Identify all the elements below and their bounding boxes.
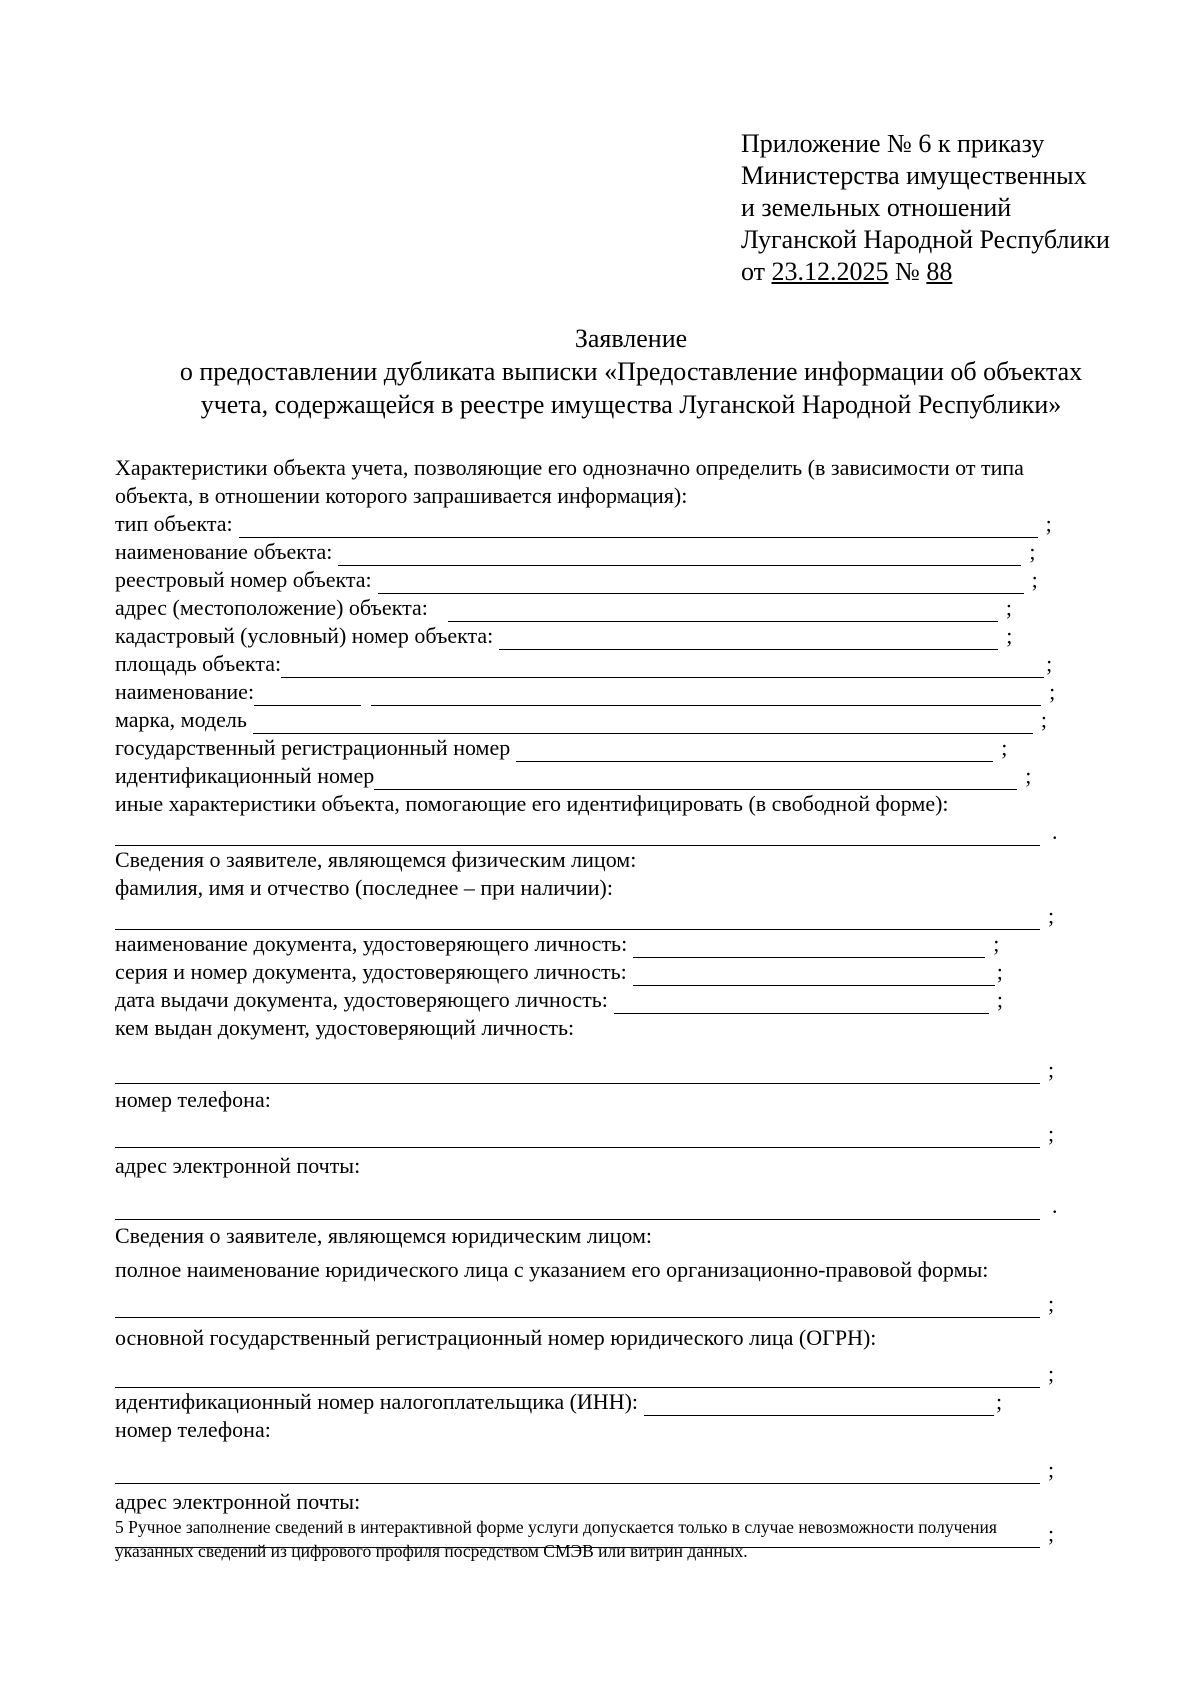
title-line: о предоставлении дубликата выписки «Предоставление информации об объектах: [179, 357, 1083, 386]
object-intro: объекта, в отношении которого запрашивается информация):: [115, 483, 688, 508]
semicolon: ;: [1006, 623, 1013, 648]
fio-blank[interactable]: [115, 908, 1040, 930]
legal-phone-label: номер телефона:: [115, 1417, 271, 1442]
semicolon: ;: [1029, 539, 1036, 564]
header-line: и земельных отношений: [741, 193, 1012, 222]
order-number: 88: [926, 257, 953, 286]
period: .: [1052, 819, 1058, 844]
doc-issuer-blank[interactable]: [115, 1062, 1040, 1084]
header-date-line: [741, 256, 1110, 288]
inn-blank[interactable]: [644, 1394, 994, 1416]
registry-number-blank[interactable]: [378, 572, 1024, 594]
semicolon: ;: [1048, 1121, 1055, 1146]
field-brand-model: [115, 706, 1115, 734]
other-characteristics-label: иные характеристики объекта, помогающие его идентифицировать (в свободной форме):: [115, 791, 949, 816]
legal-phone-blank[interactable]: [115, 1462, 1040, 1484]
footnote: [115, 1515, 1145, 1563]
field-label: марка, модель: [115, 707, 247, 732]
field-area: [115, 650, 1115, 678]
field-address: [115, 594, 1115, 622]
field-legal-phone: [115, 1444, 1115, 1484]
semicolon: ;: [993, 931, 1000, 956]
field-label: наименование документа, удостоверяющего личность:: [115, 931, 628, 956]
field-label: идентификационный номер: [115, 763, 375, 788]
doc-issuer-label: кем выдан документ, удостоверяющий личность:: [115, 1015, 575, 1040]
semicolon: ;: [1025, 763, 1032, 788]
field-doc-name: [115, 930, 1115, 958]
field-label: тип объекта:: [115, 511, 233, 536]
semicolon: ;: [1001, 735, 1008, 760]
field-label: идентификационный номер налогоплательщика (ИНН):: [115, 1389, 639, 1414]
cadastral-number-blank[interactable]: [499, 628, 998, 650]
field-state-reg-number: [115, 734, 1115, 762]
field-object-type: [115, 510, 1115, 538]
semicolon: ;: [1048, 1361, 1055, 1386]
doc-series-blank[interactable]: [633, 964, 995, 986]
document-title: [0, 322, 1200, 421]
field-label: серия и номер документа, удостоверяющего личность:: [115, 959, 627, 984]
semicolon: ;: [1048, 1521, 1055, 1546]
field-doc-issuer: [115, 1042, 1115, 1084]
semicolon: ;: [1045, 511, 1052, 536]
field-legal-full-name: [115, 1284, 1115, 1318]
field-registry-number: [115, 566, 1115, 594]
field-label: площадь объекта:: [115, 651, 282, 676]
naming-blank-short[interactable]: [254, 684, 361, 706]
doc-name-blank[interactable]: [633, 936, 985, 958]
title-line: Заявление: [574, 324, 688, 353]
field-doc-date: [115, 986, 1115, 1014]
doc-date-blank[interactable]: [614, 992, 989, 1014]
field-label: наименование объекта:: [115, 539, 333, 564]
semicolon: ;: [1048, 903, 1055, 928]
field-doc-series: [115, 958, 1115, 986]
brand-model-blank[interactable]: [253, 712, 1033, 734]
field-individual-phone: [115, 1114, 1115, 1148]
form-body: [115, 454, 1115, 1548]
individual-heading: Сведения о заявителе, являющемся физическим лицом:: [115, 847, 637, 872]
semicolon: ;: [1040, 707, 1048, 732]
field-label: государственный регистрационный номер: [115, 735, 511, 760]
field-individual-email: [115, 1180, 1115, 1220]
title-line: учета, содержащейся в реестре имущества Луганской Народной Республики»: [200, 390, 1062, 419]
object-type-blank[interactable]: [239, 516, 1038, 538]
other-characteristics-blank[interactable]: [115, 824, 1040, 846]
field-ogrn: [115, 1352, 1115, 1388]
field-label: наименование:: [115, 679, 255, 704]
area-blank[interactable]: [281, 656, 1044, 678]
address-blank[interactable]: [448, 600, 998, 622]
field-inn: [115, 1388, 1115, 1416]
order-date: 23.12.2025: [771, 257, 889, 286]
individual-phone-blank[interactable]: [115, 1126, 1040, 1148]
period: .: [1052, 1193, 1058, 1218]
field-fio: [115, 902, 1115, 930]
naming-blank-long[interactable]: [371, 684, 1041, 706]
legal-full-name-blank[interactable]: [115, 1296, 1040, 1318]
state-reg-number-blank[interactable]: [516, 740, 993, 762]
individual-email-label: адрес электронной почты:: [115, 1153, 361, 1178]
object-name-blank[interactable]: [338, 544, 1021, 566]
individual-phone-label: номер телефона:: [115, 1087, 271, 1112]
field-object-name: [115, 538, 1115, 566]
legal-email-label: адрес электронной почты:: [115, 1489, 361, 1514]
legal-heading: Сведения о заявителе, являющемся юридическим лицом:: [115, 1223, 652, 1248]
semicolon: ;: [1048, 1457, 1055, 1482]
header-date-prefix: от: [741, 257, 772, 286]
id-number-blank[interactable]: [374, 768, 1017, 790]
semicolon: ;: [1048, 1291, 1055, 1316]
semicolon: ;: [996, 1389, 1003, 1414]
field-label: адрес (местоположение) объекта:: [115, 595, 428, 620]
field-label: дата выдачи документа, удостоверяющего личность:: [115, 987, 608, 1012]
individual-email-blank[interactable]: [115, 1198, 1040, 1220]
semicolon: ;: [996, 987, 1003, 1012]
ogrn-blank[interactable]: [115, 1366, 1040, 1388]
field-label: реестровый номер объекта:: [115, 567, 372, 592]
field-other-characteristics: [115, 818, 1115, 846]
semicolon: ;: [1049, 679, 1056, 704]
field-label: кадастровый (условный) номер объекта:: [115, 623, 494, 648]
order-number-label: №: [888, 257, 927, 286]
header-line: Приложение № 6 к приказу: [741, 129, 1045, 158]
legal-full-name-label: полное наименование юридического лица с указанием его организационно-правовой формы:: [115, 1257, 989, 1282]
field-cadastral-number: [115, 622, 1115, 650]
field-naming: [115, 678, 1115, 706]
header-line: Луганской Народной Республики: [741, 225, 1110, 254]
semicolon: ;: [996, 959, 1003, 984]
footnote-line: указанных сведений из цифрового профиля посредством СМЭВ или витрин данных.: [115, 1541, 748, 1561]
order-appendix-header: [741, 128, 1110, 288]
semicolon: ;: [1048, 1057, 1055, 1082]
footnote-line: 5 Ручное заполнение сведений в интерактивной форме услуги допускается только в случае невозможности получения: [115, 1517, 997, 1537]
field-id-number: [115, 762, 1115, 790]
header-line: Министерства имущественных: [741, 161, 1087, 190]
semicolon: ;: [1005, 595, 1012, 620]
semicolon: ;: [1046, 651, 1053, 676]
individual-fio-label: фамилия, имя и отчество (последнее – при наличии):: [115, 875, 613, 900]
ogrn-label: основной государственный регистрационный номер юридического лица (ОГРН):: [115, 1325, 877, 1350]
object-intro: Характеристики объекта учета, позволяющие его однозначно определить (в зависимости от типа: [115, 455, 1024, 480]
semicolon: ;: [1031, 567, 1038, 592]
